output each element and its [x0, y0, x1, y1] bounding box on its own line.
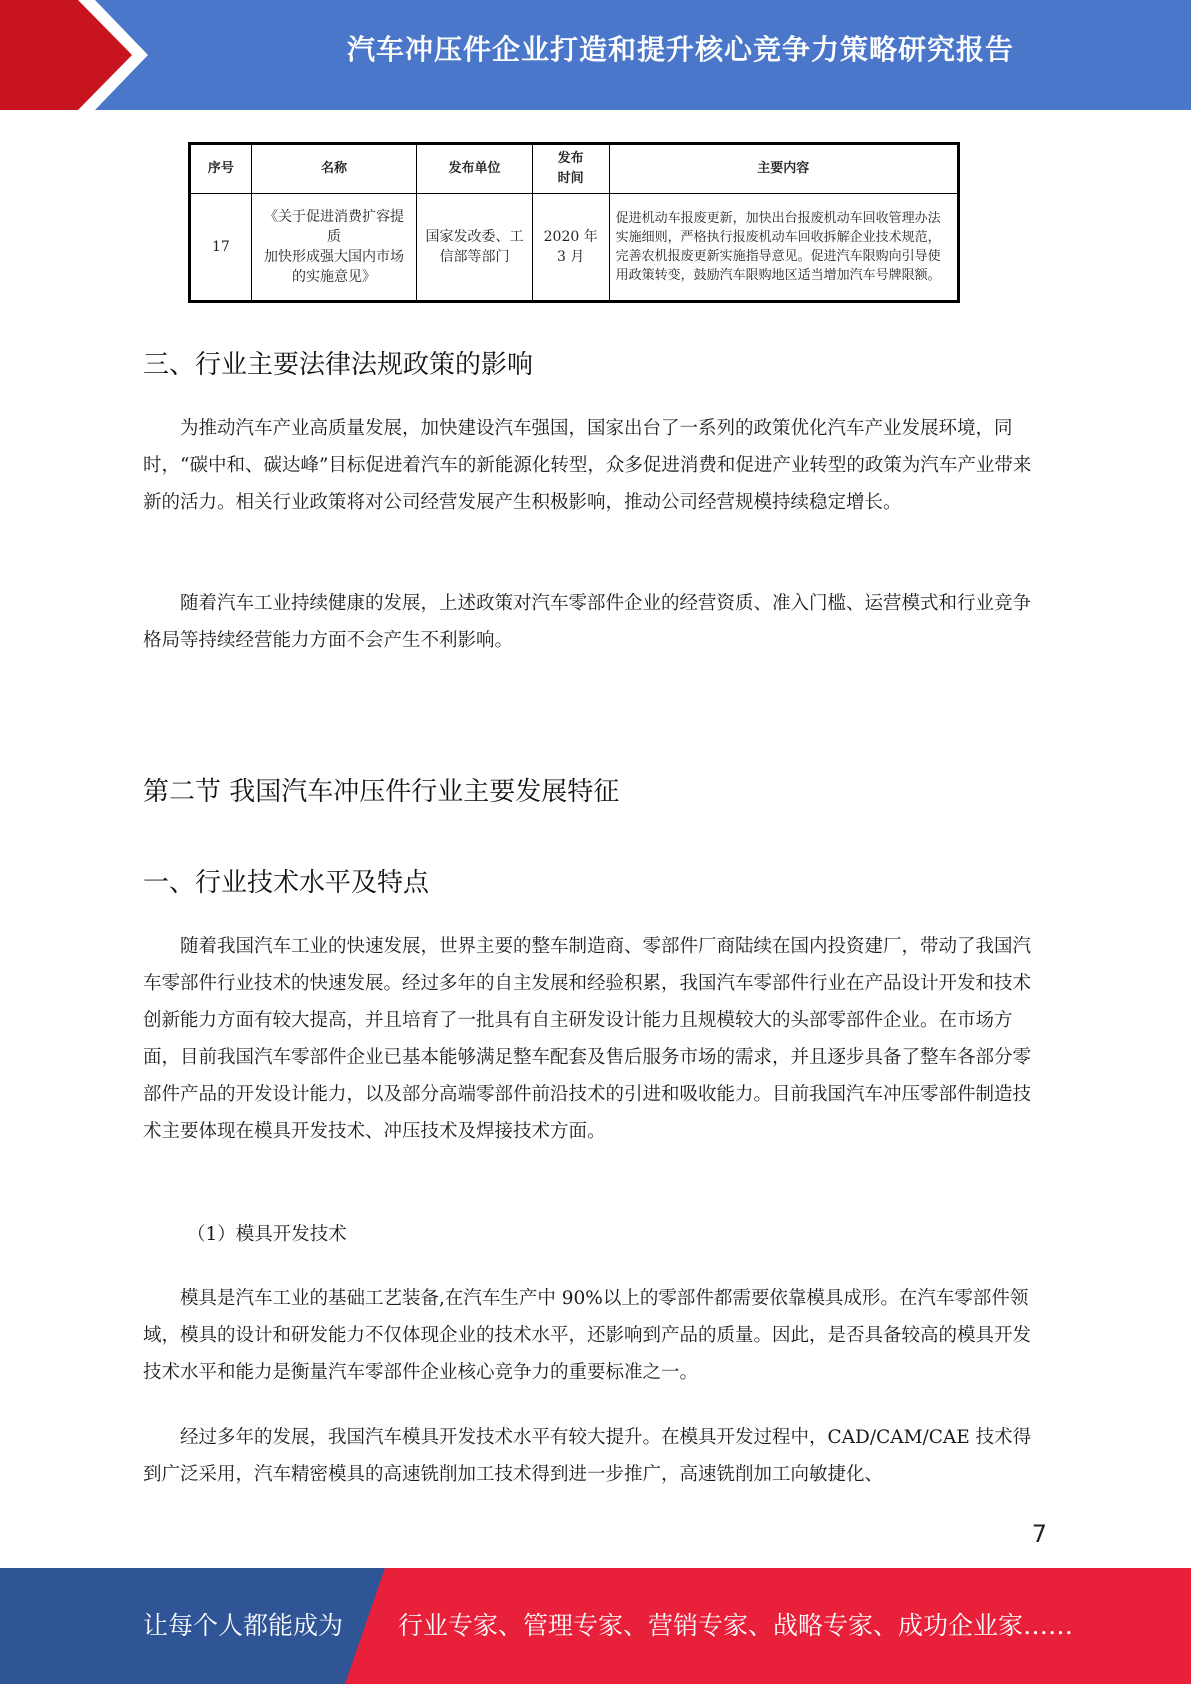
policy-table: [188, 142, 960, 303]
cell-content: 促进机动车报废更新，加快出台报废机动车回收管理办法实施细则，严格执行报废机动车回收拆解企业技术规范，完善农机报废更新实施指导意见。促进汽车限购向引导使用政策转变，鼓励汽车限购地区适当增加汽车号牌限额。: [609, 194, 958, 302]
paragraph: 为推动汽车产业高质量发展，加快建设汽车强国，国家出台了一系列的政策优化汽车产业发展环境，同时，“碳中和、碳达峰”目标促进着汽车的新能源化转型，众多促进消费和促进产业转型的政策为汽车产业带来新的活力。相关行业政策将对公司经营发展产生积极影响，推动公司经营规模持续稳定增长。: [143, 418, 1032, 513]
footer-slogan-right: 行业专家、管理专家、营销专家、战略专家、成功企业家……: [398, 1611, 1074, 1640]
item-heading-mold-tech: （1）模具开发技术: [187, 1224, 347, 1245]
policy-table-wrap: [188, 142, 960, 303]
paragraph: 随着汽车工业持续健康的发展，上述政策对汽车零部件企业的经营资质、准入门槛、运营模式和行业竞争格局等持续经营能力方面不会产生不利影响。: [143, 593, 1032, 651]
cell-no: 17: [190, 194, 252, 302]
report-title: 汽车冲压件企业打造和提升核心竞争力策略研究报告: [346, 33, 1014, 66]
section-heading-tech-level: 一、行业技术水平及特点: [143, 868, 430, 898]
page-header: [0, 0, 1191, 110]
cell-name: 《关于促进消费扩容提质 加快形成强大国内市场的实施意见》: [251, 194, 416, 302]
col-header-content: 主要内容: [609, 144, 958, 194]
col-header-date: 发布 时间: [532, 144, 609, 194]
col-header-no: 序号: [190, 144, 252, 194]
paragraph: 模具是汽车工业的基础工艺装备,在汽车生产中 90%以上的零部件都需要依靠模具成形。在汽车零部件领域，模具的设计和研发能力不仅体现企业的技术水平，还影响到产品的质量。因此，是否具备较高的模具开发技术水平和能力是衡量汽车零部件企业核心竞争力的重要标准之一。: [143, 1288, 1032, 1383]
paragraph: 随着我国汽车工业的快速发展，世界主要的整车制造商、零部件厂商陆续在国内投资建厂，带动了我国汽车零部件行业技术的快速发展。经过多年的自主发展和经验积累，我国汽车零部件行业在产品设计开发和技术创新能力方面有较大提高，并且培育了一批具有自主研发设计能力且规模较大的头部零部件企业。在市场方面，目前我国汽车零部件企业已基本能够满足整车配套及售后服务市场的需求，并且逐步具备了整车各部分零部件产品的开发设计能力，以及部分高端零部件前沿技术的引进和吸收能力。目前我国汽车冲压零部件制造技术主要体现在模具开发技术、冲压技术及焊接技术方面。: [143, 936, 1032, 1142]
table-header-row: [190, 144, 959, 194]
chapter-heading: 第二节 我国汽车冲压件行业主要发展特征: [143, 777, 620, 807]
page-number: 7: [1031, 1520, 1047, 1548]
section-heading-policy-impact: 三、行业主要法律法规政策的影响: [143, 350, 534, 380]
paragraph: 经过多年的发展，我国汽车模具开发技术水平有较大提升。在模具开发过程中，CAD/CAM/CAE 技术得到广泛采用，汽车精密模具的高速铣削加工技术得到进一步推广，高速铣削加工向敏捷化、: [143, 1427, 1032, 1485]
table-row: [190, 194, 959, 302]
col-header-issuer: 发布单位: [417, 144, 533, 194]
cell-date: 2020 年 3 月: [532, 194, 609, 302]
cell-issuer: 国家发改委、工信部等部门: [417, 194, 533, 302]
col-header-name: 名称: [251, 144, 416, 194]
footer-slogan-left: 让每个人都能成为: [143, 1611, 344, 1640]
page-footer: [0, 1568, 1191, 1684]
